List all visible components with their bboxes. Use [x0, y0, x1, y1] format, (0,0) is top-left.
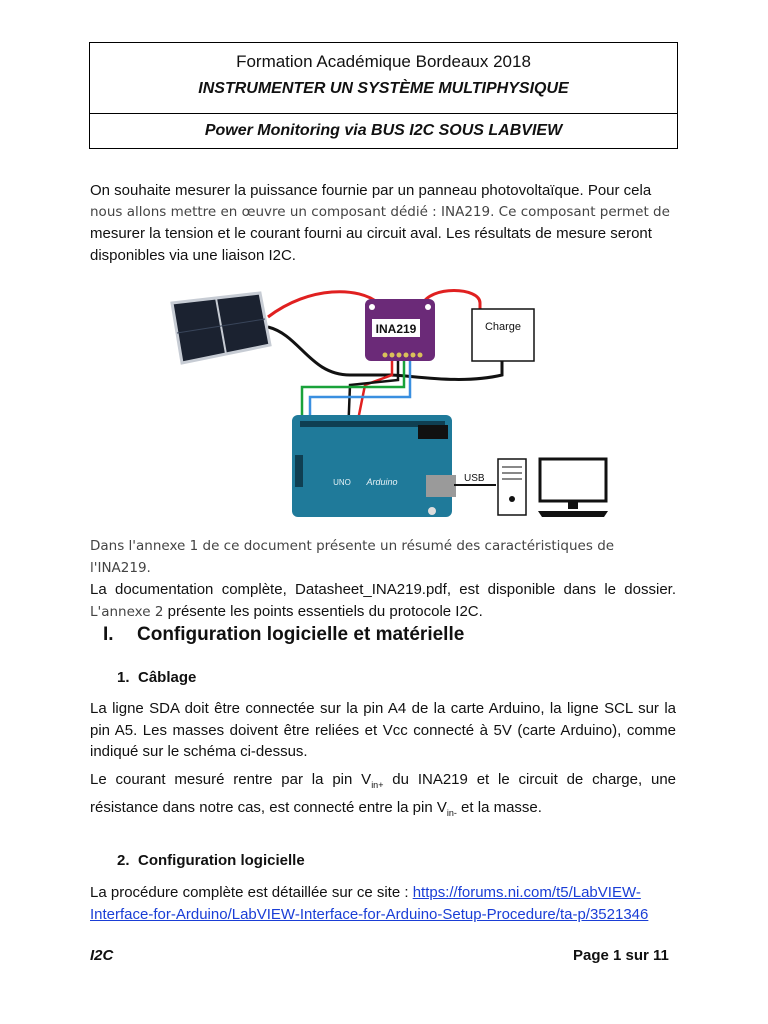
cablage-p2-part-c: et la masse.: [456, 798, 542, 816]
procedure-link-part-1[interactable]: https://forums.ni.com/t5/LabVIEW-: [412, 884, 641, 901]
intro-line-3: mesurer la tension et le courant fourni au circuit aval. Les résultats de mesure seront: [90, 225, 652, 242]
cablage-paragraph-1: La ligne SDA doit être connectée sur la pin A4 de la carte Arduino, la ligne SCL sur la pin A5. Les masses doivent être reliées et Vcc connecté à 5V (carte Arduino), comme indiqué sur le schéma ci-dessus.: [90, 700, 676, 760]
subsection-title: Configuration logicielle: [138, 852, 305, 869]
intro-line-1: On souhaite mesurer la puissance fournie par un panneau photovoltaïque. Pour cela: [90, 182, 652, 199]
wire-black-load: [390, 360, 502, 379]
uno-label: UNO: [333, 478, 351, 487]
config-paragraph: [90, 882, 676, 925]
ina219-module-icon: [365, 299, 435, 361]
intro-line-4: disponibles via une liaison I2C.: [90, 246, 296, 264]
cablage-p2-part-b: du INA219 et le circuit de charge, une résistance dans notre cas, est connecté entre la pin V: [90, 771, 676, 816]
chip-label: INA219: [375, 322, 417, 336]
subsection-heading-config: [117, 852, 305, 869]
config-line-1: [90, 882, 676, 904]
annex-line-1: Dans l'annexe 1 de ce document présente un résumé des caractéristiques de l'INA219.: [90, 538, 615, 576]
annex-2-ref: L'annexe 2: [90, 603, 164, 620]
annex-line-2: La documentation complète, Datasheet_INA219.pdf, est disponible dans le dossier.: [90, 581, 676, 598]
subsection-heading-cablage: [117, 669, 196, 686]
vin-plus-sub: in+: [371, 780, 384, 790]
procedure-link-part-2[interactable]: Interface-for-Arduino/LabVIEW-Interface-for-Arduino-Setup-Procedure/ta-p/3521346: [90, 905, 649, 923]
header-subject: INSTRUMENTER UN SYSTÈME MULTIPHYSIQUE: [198, 80, 569, 97]
solar-panel-icon: [172, 293, 270, 363]
header-topic: Power Monitoring via BUS I2C SOUS LABVIEW: [204, 122, 563, 139]
vin-minus-sub: in-: [446, 807, 457, 818]
config-text: La procédure complète est détaillée sur ce site :: [90, 884, 413, 901]
footer-left: I2C: [90, 947, 114, 964]
wire-red-panel: [268, 292, 378, 317]
subsection-number: 1.: [117, 669, 130, 686]
header-box: [89, 42, 678, 149]
header-formation: Formation Académique Bordeaux 2018: [236, 52, 531, 71]
annex-line-3: [90, 601, 676, 624]
arduino-label: Arduino: [366, 477, 398, 487]
page-number: Page 1 sur 11: [573, 947, 669, 964]
intro-line-2: nous allons mettre en œuvre un composant dédié : INA219. Ce composant permet de: [90, 203, 670, 220]
section-title: Configuration logicielle et matérielle: [137, 624, 465, 645]
monitor-icon: [538, 459, 608, 517]
cablage-paragraph-2: [90, 769, 676, 824]
intro-paragraph: [90, 180, 676, 266]
header-title-row: [90, 43, 677, 114]
arduino-board-icon: [292, 415, 456, 517]
section-heading: [103, 624, 464, 646]
subsection-number: 2.: [117, 852, 130, 869]
cablage-p2-part-a: Le courant mesuré rentre par la pin V: [90, 771, 372, 788]
annex-line-3-text: présente les points essentiels du protocole I2C.: [163, 602, 483, 620]
usb-label: USB: [464, 473, 485, 484]
section-number: I.: [103, 624, 114, 645]
config-line-2: [90, 904, 676, 926]
subsection-title: Câblage: [138, 669, 197, 686]
computer-tower-icon: [498, 459, 526, 515]
wiring-diagram: [160, 275, 620, 525]
load-box: [472, 309, 534, 361]
load-label: Charge: [484, 321, 522, 333]
annex-paragraph: [90, 536, 676, 623]
